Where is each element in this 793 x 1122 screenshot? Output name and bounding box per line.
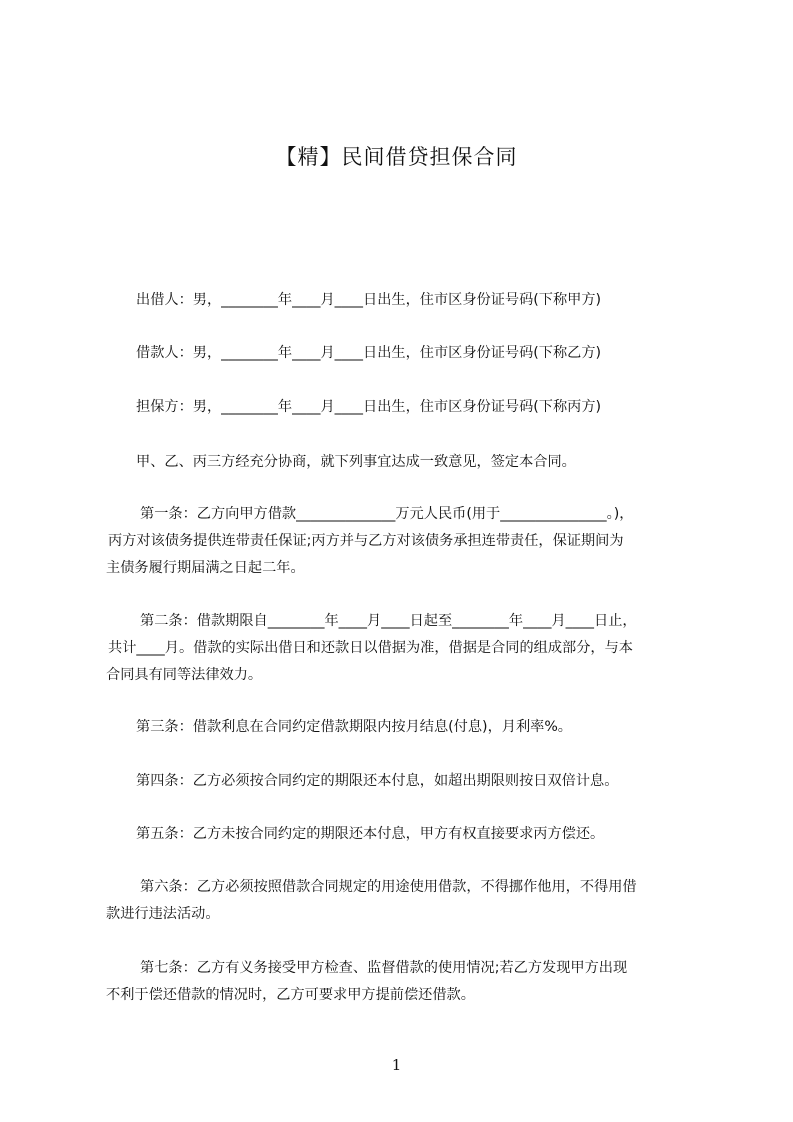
article-1-line-3: 主债务履行期届满之日起二年。 (106, 560, 305, 576)
article-6-line-2: 款进行违法活动。 (106, 906, 220, 922)
article-6-line-1: 第六条：乙方必须按照借款合同规定的用途使用借款，不得挪作他用，不得用借 (140, 879, 637, 895)
article-7-line-2: 不利于偿还借款的情况时，乙方可要求甲方提前偿还借款。 (106, 987, 475, 1003)
article-6 (106, 874, 700, 928)
borrower-line: 借款人：男，________年____月____日出生，住市区身份证号码(下称乙方) (136, 345, 602, 361)
guarantor-line: 担保方：男，________年____月____日出生，住市区身份证号码(下称丙方) (136, 399, 602, 415)
article-2-line-3: 合同具有同等法律效力。 (106, 667, 263, 683)
article-7 (106, 955, 700, 1009)
article-1 (106, 501, 700, 582)
article-7-line-1: 第七条：乙方有义务接受甲方检查、监督借款的使用情况;若乙方发现甲方出现 (140, 960, 628, 976)
lender-paragraph (106, 287, 700, 314)
preamble-paragraph (106, 449, 700, 476)
article-2 (106, 608, 700, 689)
article-4-line: 第四条：乙方必须按合同约定的期限还本付息，如超出期限则按日双倍计息。 (136, 773, 619, 789)
article-1-line-2: 丙方对该债务提供连带责任保证;丙方并与乙方对该债务承担连带责任，保证期间为 (108, 533, 624, 549)
article-3-line: 第三条：借款利息在合同约定借款期限内按月结息(付息)，月利率%。 (136, 719, 572, 735)
article-4 (106, 768, 700, 795)
preamble-line: 甲、乙、丙三方经充分协商，就下列事宜达成一致意见，签定本合同。 (136, 454, 576, 470)
borrower-paragraph (106, 340, 700, 367)
article-5-line: 第五条：乙方未按合同约定的期限还本付息，甲方有权直接要求丙方偿还。 (136, 826, 605, 842)
guarantor-paragraph (106, 394, 700, 421)
article-2-line-2: 共计____月。借款的实际出借日和还款日以借据为准，借据是合同的组成部分，与本 (108, 640, 633, 656)
article-1-line-1: 第一条：乙方向甲方借款______________万元人民币(用于_______________。)， (140, 506, 634, 522)
article-5 (106, 821, 700, 848)
lender-line: 出借人：男，________年____月____日出生，住市区身份证号码(下称甲方) (136, 292, 602, 308)
article-2-line-1: 第二条：借款期限自________年____月____日起至________年____月____日止， (140, 613, 637, 629)
article-3 (106, 714, 700, 741)
page-number: 1 (391, 1056, 402, 1074)
document-title: 【精】民间借贷担保合同 (275, 145, 518, 169)
